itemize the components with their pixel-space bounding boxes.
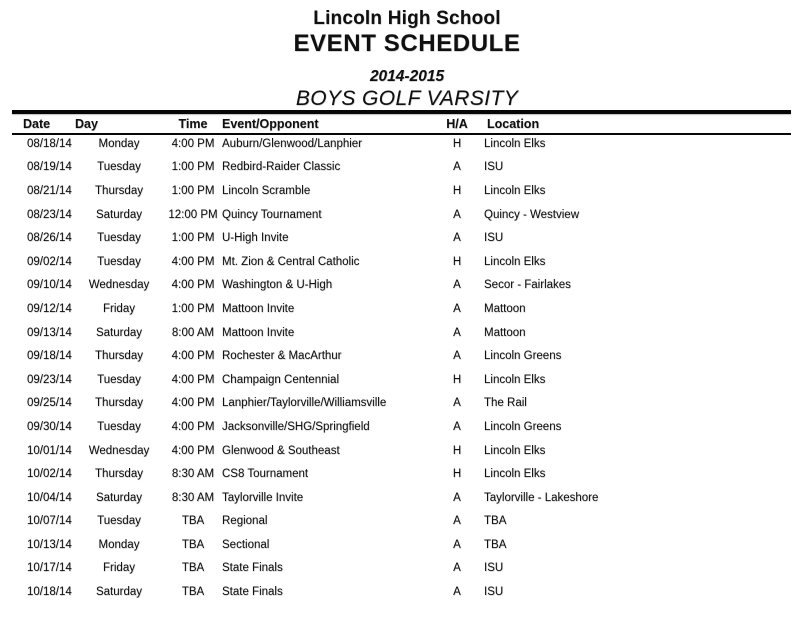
schedule-table-body xyxy=(12,132,791,604)
cell-event: CS8 Tournament xyxy=(222,468,309,481)
column-header-date: Date xyxy=(23,116,51,131)
cell-event: Lanphier/Taylorville/Williamsville xyxy=(222,397,387,410)
cell-location: Lincoln Greens xyxy=(484,420,562,433)
cell-location: Lincoln Elks xyxy=(484,444,546,457)
cell-date: 10/18/14 xyxy=(27,586,72,599)
schedule-row xyxy=(12,439,791,463)
schedule-row xyxy=(12,179,791,203)
cell-event: Mattoon Invite xyxy=(222,326,295,339)
schedule-row xyxy=(12,297,791,321)
cell-date: 09/13/14 xyxy=(27,326,72,339)
cell-ha: H xyxy=(452,137,462,150)
cell-ha: A xyxy=(453,161,461,174)
cell-date: 09/23/14 xyxy=(27,373,72,386)
cell-day: Tuesday xyxy=(97,255,141,268)
cell-date: 10/17/14 xyxy=(27,562,72,575)
schedule-row xyxy=(12,156,791,180)
column-header-location: Location xyxy=(487,116,540,131)
schedule-row xyxy=(12,226,791,250)
cell-time: 12:00 PM xyxy=(168,208,218,221)
cell-location: ISU xyxy=(484,161,504,174)
cell-time: 1:00 PM xyxy=(171,232,215,245)
cell-location: Lincoln Elks xyxy=(484,255,546,268)
schedule-row xyxy=(12,510,791,534)
schedule-row xyxy=(12,132,791,156)
cell-event: Glenwood & Southeast xyxy=(222,444,340,457)
cell-ha: A xyxy=(453,232,461,245)
cell-location: TBA xyxy=(484,515,507,528)
cell-event: Lincoln Scramble xyxy=(222,184,311,197)
cell-event: Auburn/Glenwood/Lanphier xyxy=(222,137,363,150)
cell-day: Saturday xyxy=(95,208,143,221)
school-name: Lincoln High School xyxy=(313,8,501,29)
cell-time: TBA xyxy=(181,538,205,551)
cell-ha: H xyxy=(452,444,462,457)
cell-event: Redbird-Raider Classic xyxy=(222,161,341,174)
cell-event: Sectional xyxy=(222,538,270,551)
cell-ha: A xyxy=(453,302,461,315)
cell-ha: A xyxy=(453,350,461,363)
cell-ha: A xyxy=(453,562,461,575)
cell-location: Lincoln Greens xyxy=(484,350,562,363)
schedule-row xyxy=(12,250,791,274)
cell-day: Saturday xyxy=(95,491,143,504)
cell-day: Tuesday xyxy=(97,373,141,386)
cell-date: 08/18/14 xyxy=(27,137,72,150)
cell-date: 09/30/14 xyxy=(27,420,72,433)
cell-event: Taylorville Invite xyxy=(222,491,304,504)
cell-time: 8:30 AM xyxy=(171,468,215,481)
schedule-row xyxy=(12,462,791,486)
column-header-day: Day xyxy=(75,116,98,131)
cell-event: Mattoon Invite xyxy=(222,302,295,315)
cell-time: 8:30 AM xyxy=(171,491,215,504)
cell-date: 10/13/14 xyxy=(27,538,72,551)
cell-date: 09/10/14 xyxy=(27,279,72,292)
cell-day: Wednesday xyxy=(88,279,150,292)
cell-location: Mattoon xyxy=(484,302,526,315)
cell-event: State Finals xyxy=(222,562,283,575)
schedule-row xyxy=(12,557,791,581)
cell-time: 4:00 PM xyxy=(171,279,215,292)
cell-event: Quincy Tournament xyxy=(222,208,322,221)
cell-time: TBA xyxy=(181,562,205,575)
cell-ha: A xyxy=(453,586,461,599)
season-label: 2014-2015 xyxy=(369,67,445,85)
cell-location: Lincoln Elks xyxy=(484,373,546,386)
cell-time: 4:00 PM xyxy=(171,397,215,410)
cell-location: Taylorville - Lakeshore xyxy=(484,491,599,504)
schedule-row xyxy=(12,203,791,227)
cell-location: Secor - Fairlakes xyxy=(484,279,571,292)
cell-day: Friday xyxy=(103,562,135,575)
cell-date: 10/02/14 xyxy=(27,468,72,481)
cell-ha: H xyxy=(452,373,462,386)
cell-day: Monday xyxy=(98,538,140,551)
cell-day: Tuesday xyxy=(97,161,141,174)
cell-date: 08/21/14 xyxy=(27,184,72,197)
cell-location: Quincy - Westview xyxy=(484,208,580,221)
cell-date: 10/07/14 xyxy=(27,515,72,528)
cell-ha: A xyxy=(453,397,461,410)
schedule-row xyxy=(12,344,791,368)
cell-time: 4:00 PM xyxy=(171,350,215,363)
cell-time: 4:00 PM xyxy=(171,373,215,386)
cell-event: Mt. Zion & Central Catholic xyxy=(222,255,360,268)
cell-date: 09/25/14 xyxy=(27,397,72,410)
cell-date: 08/19/14 xyxy=(27,161,72,174)
cell-day: Monday xyxy=(98,137,140,150)
cell-location: TBA xyxy=(484,538,507,551)
schedule-row xyxy=(12,368,791,392)
cell-location: Lincoln Elks xyxy=(484,184,546,197)
cell-event: Regional xyxy=(222,515,268,528)
cell-event: Washington & U-High xyxy=(222,279,333,292)
cell-ha: A xyxy=(453,491,461,504)
cell-location: Lincoln Elks xyxy=(484,137,546,150)
cell-date: 10/01/14 xyxy=(27,444,72,457)
cell-day: Saturday xyxy=(95,326,143,339)
schedule-row xyxy=(12,486,791,510)
column-header-event: Event/Opponent xyxy=(222,116,319,131)
cell-day: Friday xyxy=(103,302,135,315)
cell-event: Champaign Centennial xyxy=(222,373,339,386)
cell-location: ISU xyxy=(484,232,504,245)
cell-date: 09/02/14 xyxy=(27,255,72,268)
cell-event: State Finals xyxy=(222,586,283,599)
cell-ha: A xyxy=(453,208,461,221)
cell-ha: H xyxy=(452,184,462,197)
cell-location: ISU xyxy=(484,562,504,575)
cell-time: 1:00 PM xyxy=(171,184,215,197)
cell-ha: H xyxy=(452,468,462,481)
cell-event: U-High Invite xyxy=(222,232,289,245)
schedule-row xyxy=(12,392,791,416)
cell-time: 4:00 PM xyxy=(171,137,215,150)
cell-day: Thursday xyxy=(95,397,143,410)
cell-ha: A xyxy=(453,279,461,292)
cell-time: 4:00 PM xyxy=(171,420,215,433)
column-header-time: Time xyxy=(178,116,208,131)
cell-location: Mattoon xyxy=(484,326,526,339)
schedule-row xyxy=(12,415,791,439)
cell-day: Tuesday xyxy=(97,515,141,528)
document-title: EVENT SCHEDULE xyxy=(293,29,521,57)
cell-day: Thursday xyxy=(95,468,143,481)
cell-ha: A xyxy=(453,515,461,528)
cell-time: 1:00 PM xyxy=(171,161,215,174)
cell-time: 4:00 PM xyxy=(171,255,215,268)
cell-day: Tuesday xyxy=(97,232,141,245)
cell-day: Tuesday xyxy=(97,420,141,433)
cell-time: 1:00 PM xyxy=(171,302,215,315)
cell-date: 08/26/14 xyxy=(27,232,72,245)
cell-date: 08/23/14 xyxy=(27,208,72,221)
cell-time: TBA xyxy=(181,586,205,599)
column-header-ha: H/A xyxy=(446,116,468,131)
schedule-table xyxy=(12,110,791,604)
schedule-row xyxy=(12,580,791,604)
cell-ha: A xyxy=(453,326,461,339)
cell-location: ISU xyxy=(484,586,504,599)
cell-day: Thursday xyxy=(95,350,143,363)
cell-date: 09/12/14 xyxy=(27,302,72,315)
cell-day: Wednesday xyxy=(88,444,150,457)
schedule-row xyxy=(12,321,791,345)
cell-location: Lincoln Elks xyxy=(484,468,546,481)
cell-time: 4:00 PM xyxy=(171,444,215,457)
cell-day: Thursday xyxy=(95,184,143,197)
cell-date: 09/18/14 xyxy=(27,350,72,363)
cell-day: Saturday xyxy=(95,586,143,599)
cell-time: 8:00 AM xyxy=(171,326,215,339)
cell-ha: H xyxy=(452,255,462,268)
cell-date: 10/04/14 xyxy=(27,491,72,504)
cell-event: Rochester & MacArthur xyxy=(222,350,342,363)
schedule-row xyxy=(12,274,791,298)
schedule-table-header xyxy=(12,114,791,133)
cell-ha: A xyxy=(453,538,461,551)
team-label: BOYS GOLF VARSITY xyxy=(295,86,519,110)
cell-ha: A xyxy=(453,420,461,433)
cell-event: Jacksonville/SHG/Springfield xyxy=(222,420,370,433)
schedule-row xyxy=(12,533,791,557)
cell-location: The Rail xyxy=(484,397,527,410)
title-block xyxy=(0,0,800,110)
cell-time: TBA xyxy=(181,515,205,528)
